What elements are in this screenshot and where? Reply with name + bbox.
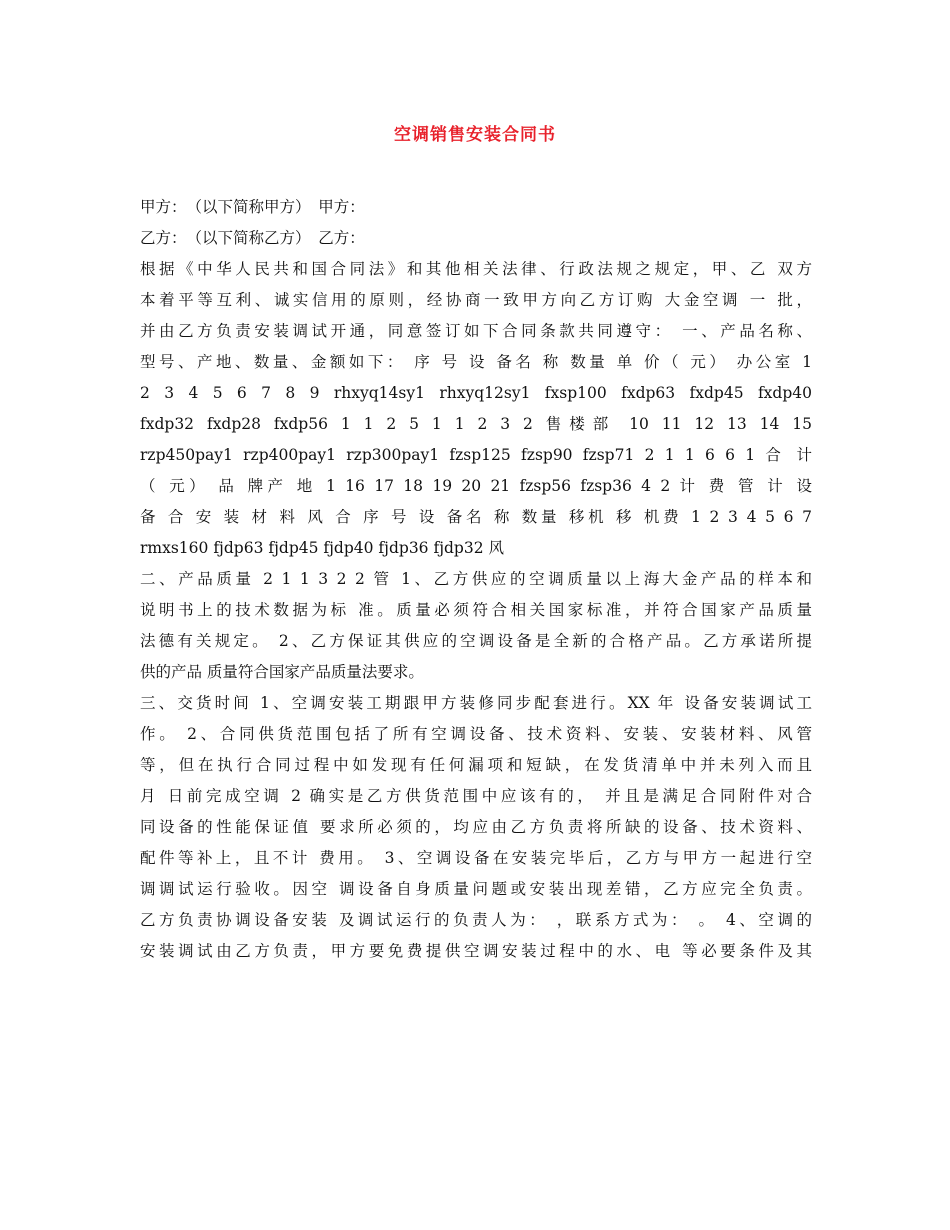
body-line: 并由乙方负责安装调试开通，同意签订如下合同条款共同遵守： 一、产品名称、 — [140, 322, 812, 340]
body-line: 安装调试由乙方负责，甲方要免费提供空调安装过程中的水、电 等必要条件及其 — [140, 942, 812, 960]
body-line: 供的产品 质量符合国家产品质量法要求。 — [140, 663, 424, 681]
body-line: 法德有关规定。 2、乙方保证其供应的空调设备是全新的合格产品。乙方承诺所提 — [140, 632, 812, 650]
body-line: 2 3 4 5 6 7 8 9 rhxyq14sy1 rhxyq12sy1 fxsp100 fxdp63 fxdp45 fxdp40 — [140, 384, 812, 402]
body-line: 二、产品质量 2 1 1 3 2 2 管 1、乙方供应的空调质量以上海大金产品的样本和 — [140, 570, 812, 588]
body-line: 同设备的性能保证值 要求所必须的，均应由乙方负责将所缺的设备、技术资料、 — [140, 818, 812, 836]
body-line: 作。 2、合同供货范围包括了所有空调设备、技术资料、安装、安装材料、风管 — [140, 725, 812, 743]
body-line: （ 元） 品 牌产 地 1 16 17 18 19 20 21 fzsp56 fzsp36 4 2 计 费 管 计 设 — [140, 477, 812, 495]
body-line: 根据《中华人民共和国合同法》和其他相关法律、行政法规之规定，甲、乙 双方 — [140, 260, 812, 278]
document-title: 空调销售安装合同书 — [394, 125, 556, 145]
document-body — [140, 192, 812, 967]
body-line: 甲方： （以下简称甲方） 甲方： — [140, 198, 365, 216]
body-line: rzp450pay1 rzp400pay1 rzp300pay1 fzsp125 fzsp90 fzsp71 2 1 1 6 6 1 合 计 — [140, 446, 812, 464]
body-line: 月 日前完成空调 2 确实是乙方供货范围中应该有的， 并且是满足合同附件对合 — [140, 787, 812, 805]
body-line: 说明书上的技术数据为标 准。质量必须符合相关国家标准，并符合国家产品质量 — [140, 601, 812, 619]
body-line: 本着平等互利、诚实信用的原则，经协商一致甲方向乙方订购 大金空调 一 批， — [140, 291, 812, 309]
body-line: 备 合 安 装 材 料 风 合 序 号 设 备名 称 数量 移机 移 机费 1 2 3 4 5 6 7 — [140, 508, 812, 526]
body-line: 型号、产地、数量、金额如下： 序 号 设 备名 称 数量 单 价（ 元） 办公室 1 — [140, 353, 812, 371]
body-line: rmxs160 fjdp63 fjdp45 fjdp40 fjdp36 fjdp32 风 — [140, 539, 505, 557]
body-line: 乙方： （以下简称乙方） 乙方： — [140, 229, 365, 247]
body-line: 等，但在执行合同过程中如发现有任何漏项和短缺，在发货清单中并未列入而且 — [140, 756, 812, 774]
body-line: 调调试运行验收。因空 调设备自身质量问题或安装出现差错，乙方应完全负责。 — [140, 880, 812, 898]
body-line: 三、交货时间 1、空调安装工期跟甲方装修同步配套进行。XX 年 设备安装调试工 — [140, 694, 812, 712]
body-line: fxdp32 fxdp28 fxdp56 1 1 2 5 1 1 2 3 2 售楼部 10 11 12 13 14 15 — [140, 415, 812, 433]
body-line: 乙方负责协调设备安装 及调试运行的负责人为： ，联系方式为： 。 4、空调的 — [140, 911, 812, 929]
body-line: 配件等补上，且不计 费用。 3、空调设备在安装完毕后，乙方与甲方一起进行空 — [140, 849, 812, 867]
